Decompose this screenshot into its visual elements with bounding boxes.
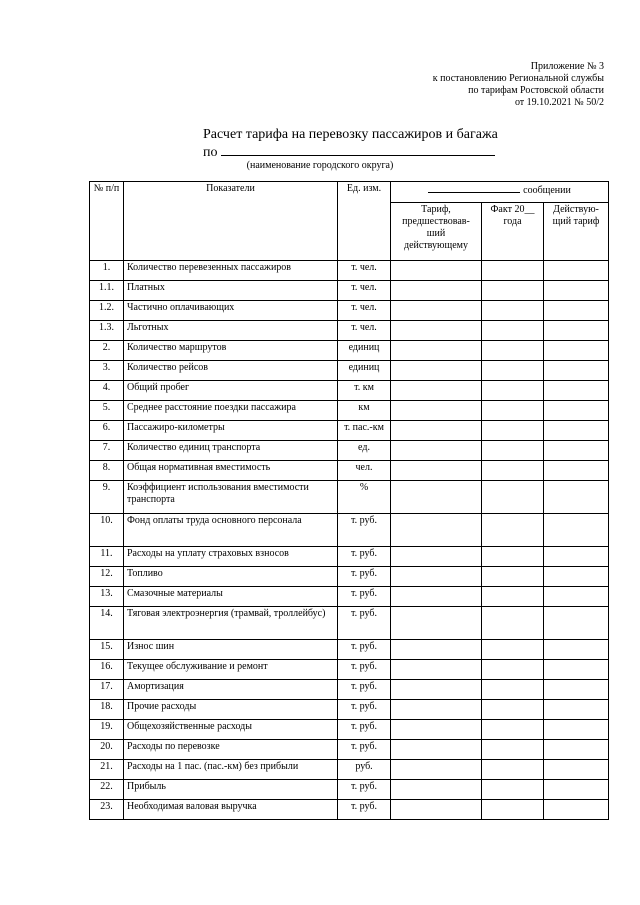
cell-tariff-prev[interactable]	[391, 481, 482, 514]
row-indicator: Количество перевезенных пассажиров	[124, 261, 338, 281]
cell-tariff-prev[interactable]	[391, 780, 482, 800]
row-indicator: Пассажиро-километры	[124, 421, 338, 441]
cell-current-tariff[interactable]	[544, 441, 609, 461]
cell-tariff-prev[interactable]	[391, 381, 482, 401]
row-unit: %	[338, 481, 391, 514]
row-indicator: Частично оплачивающих	[124, 301, 338, 321]
cell-fact[interactable]	[482, 760, 544, 780]
row-indicator: Количество единиц транспорта	[124, 441, 338, 461]
row-num: 13.	[90, 587, 124, 607]
table-row	[90, 700, 609, 720]
header-group	[391, 182, 609, 203]
cell-fact[interactable]	[482, 700, 544, 720]
table-row	[90, 800, 609, 820]
row-num: 1.1.	[90, 281, 124, 301]
cell-tariff-prev[interactable]	[391, 301, 482, 321]
row-unit: т. руб.	[338, 800, 391, 820]
header-group-label: сообщении	[523, 185, 571, 196]
row-unit: т. руб.	[338, 607, 391, 640]
row-num: 22.	[90, 780, 124, 800]
row-num: 14.	[90, 607, 124, 640]
city-name-blank-line[interactable]	[221, 144, 495, 156]
cell-tariff-prev[interactable]	[391, 700, 482, 720]
row-indicator: Амортизация	[124, 680, 338, 700]
row-num: 12.	[90, 567, 124, 587]
cell-fact[interactable]	[482, 381, 544, 401]
row-num: 3.	[90, 361, 124, 381]
row-unit: т. руб.	[338, 567, 391, 587]
appendix-block	[433, 61, 604, 109]
row-unit: т. чел.	[338, 261, 391, 281]
table-row	[90, 607, 609, 640]
cell-current-tariff[interactable]	[544, 281, 609, 301]
header-indicator: Показатели	[124, 182, 338, 261]
cell-current-tariff[interactable]	[544, 381, 609, 401]
row-unit: т. пас.-км	[338, 421, 391, 441]
cell-current-tariff[interactable]	[544, 361, 609, 381]
cell-current-tariff[interactable]	[544, 421, 609, 441]
cell-fact[interactable]	[482, 720, 544, 740]
row-unit: т. руб.	[338, 660, 391, 680]
row-num: 9.	[90, 481, 124, 514]
row-indicator: Расходы по перевозке	[124, 740, 338, 760]
table-row	[90, 421, 609, 441]
cell-fact[interactable]	[482, 567, 544, 587]
row-indicator: Платных	[124, 281, 338, 301]
table-row	[90, 547, 609, 567]
cell-current-tariff[interactable]	[544, 760, 609, 780]
cell-current-tariff[interactable]	[544, 547, 609, 567]
document-title: Расчет тарифа на перевозку пассажиров и багажа	[203, 127, 498, 142]
cell-tariff-prev[interactable]	[391, 640, 482, 660]
row-indicator: Топливо	[124, 567, 338, 587]
row-indicator: Фонд оплаты труда основного персонала	[124, 514, 338, 547]
cell-fact[interactable]	[482, 680, 544, 700]
cell-current-tariff[interactable]	[544, 780, 609, 800]
cell-tariff-prev[interactable]	[391, 361, 482, 381]
table-row	[90, 461, 609, 481]
cell-fact[interactable]	[482, 441, 544, 461]
cell-current-tariff[interactable]	[544, 740, 609, 760]
group-blank-line[interactable]	[428, 183, 520, 193]
row-indicator: Износ шин	[124, 640, 338, 660]
table-row	[90, 587, 609, 607]
cell-current-tariff[interactable]	[544, 660, 609, 680]
cell-tariff-prev[interactable]	[391, 607, 482, 640]
row-num: 17.	[90, 680, 124, 700]
table-row	[90, 640, 609, 660]
cell-current-tariff[interactable]	[544, 700, 609, 720]
table-row	[90, 361, 609, 381]
table-row	[90, 740, 609, 760]
row-num: 6.	[90, 421, 124, 441]
cell-tariff-prev[interactable]	[391, 514, 482, 547]
cell-current-tariff[interactable]	[544, 301, 609, 321]
table-row	[90, 780, 609, 800]
row-num: 1.	[90, 261, 124, 281]
cell-tariff-prev[interactable]	[391, 341, 482, 361]
appendix-line-1: Приложение № 3	[530, 61, 604, 72]
row-unit: т. руб.	[338, 587, 391, 607]
row-unit: т. чел.	[338, 321, 391, 341]
table-row	[90, 261, 609, 281]
cell-fact[interactable]	[482, 401, 544, 421]
cell-tariff-prev[interactable]	[391, 441, 482, 461]
table-row	[90, 680, 609, 700]
row-unit: т. руб.	[338, 720, 391, 740]
cell-fact[interactable]	[482, 301, 544, 321]
table-row	[90, 660, 609, 680]
table-row	[90, 720, 609, 740]
table-row	[90, 341, 609, 361]
row-num: 4.	[90, 381, 124, 401]
row-indicator: Коэффициент использования вместимости транспорта	[124, 481, 338, 514]
row-unit: руб.	[338, 760, 391, 780]
cell-current-tariff[interactable]	[544, 401, 609, 421]
cell-fact[interactable]	[482, 587, 544, 607]
row-num: 20.	[90, 740, 124, 760]
cell-tariff-prev[interactable]	[391, 660, 482, 680]
cell-fact[interactable]	[482, 461, 544, 481]
row-indicator: Прибыль	[124, 780, 338, 800]
cell-tariff-prev[interactable]	[391, 567, 482, 587]
row-num: 10.	[90, 514, 124, 547]
cell-tariff-prev[interactable]	[391, 547, 482, 567]
cell-fact[interactable]	[482, 547, 544, 567]
row-indicator: Льготных	[124, 321, 338, 341]
header-current-tariff: Действую-щий тариф	[544, 203, 609, 261]
row-indicator: Смазочные материалы	[124, 587, 338, 607]
cell-current-tariff[interactable]	[544, 607, 609, 640]
table-header	[90, 182, 609, 261]
cell-tariff-prev[interactable]	[391, 281, 482, 301]
cell-current-tariff[interactable]	[544, 567, 609, 587]
cell-tariff-prev[interactable]	[391, 421, 482, 441]
tariff-table	[89, 181, 609, 820]
table-row	[90, 281, 609, 301]
cell-fact[interactable]	[482, 361, 544, 381]
header-num: № п/п	[90, 182, 124, 261]
row-unit: км	[338, 401, 391, 421]
table-row	[90, 381, 609, 401]
cell-fact[interactable]	[482, 660, 544, 680]
row-unit: т. руб.	[338, 780, 391, 800]
header-unit: Ед. изм.	[338, 182, 391, 261]
cell-tariff-prev[interactable]	[391, 760, 482, 780]
cell-tariff-prev[interactable]	[391, 720, 482, 740]
cell-tariff-prev[interactable]	[391, 740, 482, 760]
row-num: 8.	[90, 461, 124, 481]
row-num: 15.	[90, 640, 124, 660]
table-row	[90, 321, 609, 341]
row-unit: единиц	[338, 361, 391, 381]
cell-tariff-prev[interactable]	[391, 587, 482, 607]
row-unit: чел.	[338, 461, 391, 481]
appendix-line-3: по тарифам Ростовской области	[468, 85, 604, 96]
cell-tariff-prev[interactable]	[391, 800, 482, 820]
title-prefix: по	[203, 145, 218, 160]
row-indicator: Расходы на уплату страховых взносов	[124, 547, 338, 567]
cell-fact[interactable]	[482, 281, 544, 301]
table-row	[90, 514, 609, 547]
cell-current-tariff[interactable]	[544, 514, 609, 547]
cell-current-tariff[interactable]	[544, 341, 609, 361]
row-indicator: Расходы на 1 пас. (пас.-км) без прибыли	[124, 760, 338, 780]
table-row	[90, 301, 609, 321]
cell-fact[interactable]	[482, 607, 544, 640]
row-num: 1.3.	[90, 321, 124, 341]
row-num: 19.	[90, 720, 124, 740]
header-fact: Факт 20__ года	[482, 203, 544, 261]
cell-current-tariff[interactable]	[544, 461, 609, 481]
table-row	[90, 760, 609, 780]
appendix-line-4: от 19.10.2021 № 50/2	[514, 97, 604, 108]
row-unit: единиц	[338, 341, 391, 361]
header-tariff-prev: Тариф, предшествовав-ший действующему	[391, 203, 482, 261]
row-indicator: Текущее обслуживание и ремонт	[124, 660, 338, 680]
table-row	[90, 567, 609, 587]
cell-current-tariff[interactable]	[544, 261, 609, 281]
cell-fact[interactable]	[482, 341, 544, 361]
table-row	[90, 401, 609, 421]
cell-current-tariff[interactable]	[544, 587, 609, 607]
cell-fact[interactable]	[482, 321, 544, 341]
row-indicator: Общая нормативная вместимость	[124, 461, 338, 481]
row-num: 23.	[90, 800, 124, 820]
row-unit: т. руб.	[338, 547, 391, 567]
cell-tariff-prev[interactable]	[391, 401, 482, 421]
table-row	[90, 441, 609, 461]
row-num: 5.	[90, 401, 124, 421]
row-unit: т. чел.	[338, 301, 391, 321]
row-unit: т. руб.	[338, 680, 391, 700]
row-indicator: Количество маршрутов	[124, 341, 338, 361]
cell-fact[interactable]	[482, 261, 544, 281]
cell-current-tariff[interactable]	[544, 800, 609, 820]
cell-fact[interactable]	[482, 481, 544, 514]
cell-current-tariff[interactable]	[544, 640, 609, 660]
cell-fact[interactable]	[482, 514, 544, 547]
cell-current-tariff[interactable]	[544, 321, 609, 341]
row-unit: т. чел.	[338, 281, 391, 301]
row-num: 16.	[90, 660, 124, 680]
cell-tariff-prev[interactable]	[391, 680, 482, 700]
cell-current-tariff[interactable]	[544, 481, 609, 514]
row-num: 18.	[90, 700, 124, 720]
title-line-2	[203, 144, 495, 161]
row-indicator: Количество рейсов	[124, 361, 338, 381]
row-indicator: Общехозяйственные расходы	[124, 720, 338, 740]
row-unit: т. руб.	[338, 740, 391, 760]
row-unit: т. руб.	[338, 700, 391, 720]
cell-tariff-prev[interactable]	[391, 461, 482, 481]
row-unit: т. км	[338, 381, 391, 401]
cell-current-tariff[interactable]	[544, 680, 609, 700]
row-num: 21.	[90, 760, 124, 780]
cell-tariff-prev[interactable]	[391, 321, 482, 341]
cell-fact[interactable]	[482, 421, 544, 441]
row-indicator: Тяговая электроэнергия (трамвай, троллейбус)	[124, 607, 338, 640]
appendix-line-2: к постановлению Региональной службы	[432, 73, 604, 84]
cell-fact[interactable]	[482, 800, 544, 820]
title-subtitle: (наименование городского округа)	[246, 160, 394, 171]
cell-fact[interactable]	[482, 640, 544, 660]
row-unit: т. руб.	[338, 514, 391, 547]
row-num: 2.	[90, 341, 124, 361]
table-row	[90, 481, 609, 514]
row-num: 7.	[90, 441, 124, 461]
row-indicator: Общий пробег	[124, 381, 338, 401]
row-unit: ед.	[338, 441, 391, 461]
row-unit: т. руб.	[338, 640, 391, 660]
table-body	[90, 261, 609, 820]
row-indicator: Среднее расстояние поездки пассажира	[124, 401, 338, 421]
row-num: 1.2.	[90, 301, 124, 321]
row-indicator: Необходимая валовая выручка	[124, 800, 338, 820]
row-indicator: Прочие расходы	[124, 700, 338, 720]
cell-tariff-prev[interactable]	[391, 261, 482, 281]
cell-fact[interactable]	[482, 740, 544, 760]
cell-current-tariff[interactable]	[544, 720, 609, 740]
cell-fact[interactable]	[482, 780, 544, 800]
row-num: 11.	[90, 547, 124, 567]
